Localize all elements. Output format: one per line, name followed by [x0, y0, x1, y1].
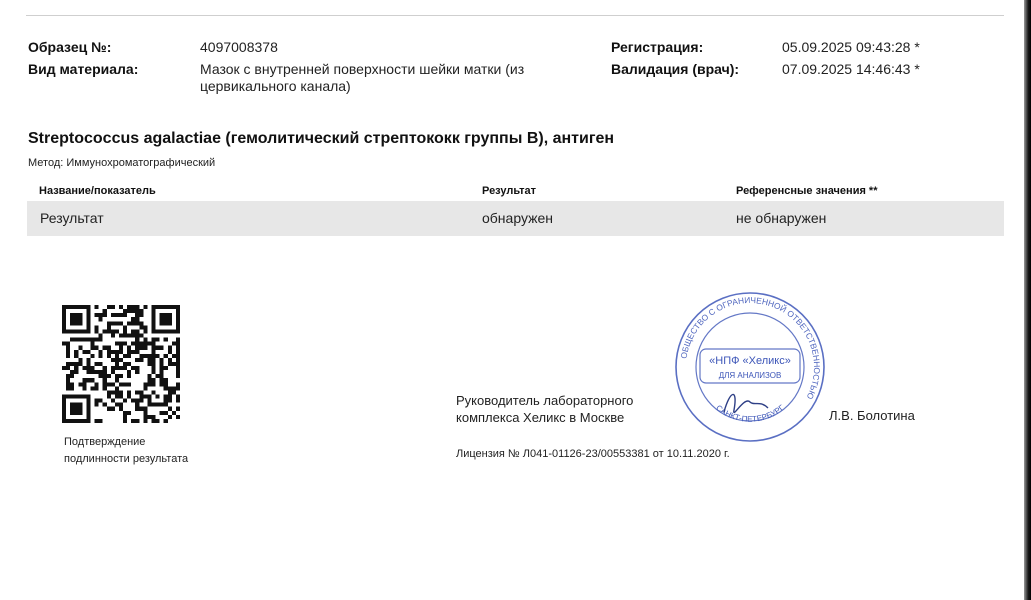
signer-role [456, 392, 633, 426]
qr-caption-line1: Подтверждение [64, 436, 146, 448]
window-edge [1024, 0, 1031, 600]
sample-number-value: 4097008378 [200, 39, 278, 55]
sample-number-label: Образец №: [28, 39, 112, 55]
material-label: Вид материала: [28, 61, 139, 77]
handwritten-signature-icon [724, 394, 768, 412]
signer-name: Л.В. Болотина [829, 408, 915, 423]
svg-text:САНКТ-ПЕТЕРБУРГ [714, 403, 786, 424]
table-cell-result: обнаружен [482, 210, 553, 226]
test-title: Streptococcus agalactiae (гемолитический стрептококк группы В), антиген [28, 130, 615, 147]
registration-value: 05.09.2025 09:43:28 * [782, 39, 920, 55]
material-value-line2: цервикального канала) [200, 78, 351, 94]
qr-code-icon[interactable] [62, 305, 180, 423]
company-stamp-icon [672, 292, 828, 442]
stamp-outer-text: ОБЩЕСТВО С ОГРАНИЧЕННОЙ ОТВЕТСТВЕННОСТЬЮ [678, 294, 823, 401]
table-header-result: Результат [482, 185, 537, 197]
signer-role-line1: Руководитель лабораторного [456, 393, 634, 408]
stamp-city: САНКТ-ПЕТЕРБУРГ [714, 403, 786, 424]
validation-value: 07.09.2025 14:46:43 * [782, 61, 920, 77]
stamp-center-line1: «НПФ «Хеликс» [709, 355, 791, 367]
qr-caption [64, 434, 188, 468]
table-header-name: Название/показатель [39, 185, 156, 197]
license-text: Лицензия № Л041-01126-23/00553381 от 10.11.2020 г. [456, 448, 730, 460]
test-method: Метод: Иммунохроматографический [28, 157, 216, 169]
top-divider [26, 15, 1004, 16]
validation-label: Валидация (врач): [611, 61, 740, 77]
qr-caption-line2: подлинности результата [64, 453, 189, 465]
signer-role-line2: комплекса Хеликс в Москве [456, 410, 625, 425]
registration-label: Регистрация: [611, 39, 704, 55]
table-cell-reference: не обнаружен [736, 210, 827, 226]
stamp-center-line2: ДЛЯ АНАЛИЗОВ [718, 371, 782, 380]
table-header-reference: Референсные значения ** [736, 185, 878, 197]
table-cell-name: Результат [40, 210, 104, 226]
material-value-line1: Мазок с внутренней поверхности шейки матки (из [200, 61, 525, 77]
